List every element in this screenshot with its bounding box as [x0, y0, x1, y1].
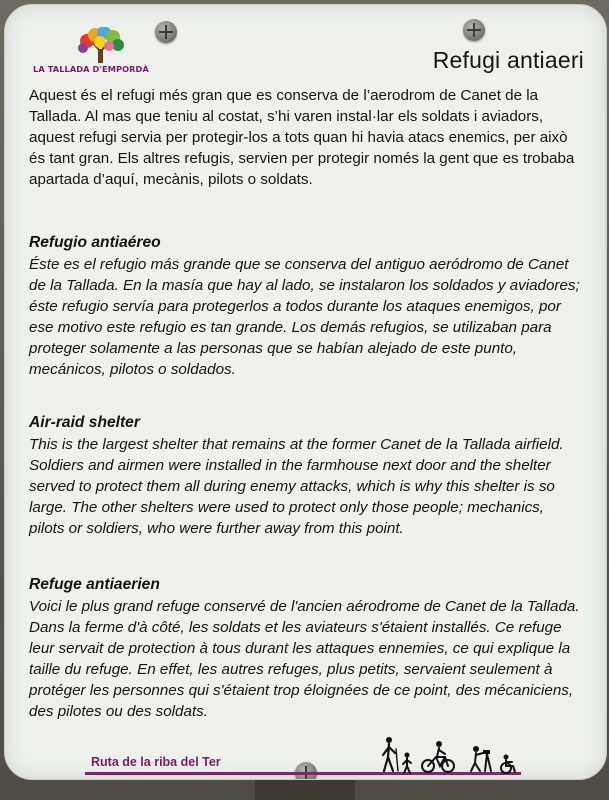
logo-text-left: LA TALLADA	[33, 64, 90, 74]
english-text: This is the largest shelter that remains at the former Canet de la Tallada airfield. Soldiers and airmen were installed in the farmhouse next door and the shelter served to protect them all during enemy attacks, which is why this shelter is so large. The other shelters were used to protect only those people; mechanics, pilots or soldiers, who were further away from this point.	[29, 436, 564, 537]
logo-text-right: D'EMPORDÀ	[92, 64, 149, 74]
logo-text	[33, 64, 173, 74]
french-text: Voici le plus grand refuge conservé de l'ancien aérodrome de Canet de la Tallada. Dans la ferme d'à côté, les soldats et les aviateurs s'étaient installés. Ce refuge leur servait de protection à tous durant les attaques ennemies, ce qui explique la taille du refuge. En effet, les autres refuges, plus petits, servaient seulement à protéger les personnes qui s'étaient trop éloignées de ce point, des mécaniciens, des pilotes ou des soldats.	[29, 598, 580, 720]
sign-title: Refugi antiaeri	[432, 47, 584, 73]
spanish-section	[29, 233, 581, 380]
catalan-text: Aquest és el refugi més gran que es conserva de l’aerodrom de Canet de la Tallada. Al mas que teniu al costat, s’hi varen instal·lar els soldats i aviadors, aquest refugi servia per protegir-los a tots quan hi havia atacs enemics, per això és tant gran. Els altres refugis, servien per protegir només la gent que es trobaba apartada d’aquí, mecànis, pilots o soldats.	[29, 87, 575, 188]
observer-icon	[471, 746, 491, 771]
spanish-heading: Refugio antiaéreo	[29, 234, 161, 251]
french-section	[29, 575, 581, 722]
wheelchair-icon	[501, 755, 515, 774]
english-section	[29, 413, 581, 539]
french-heading: Refuge antiaerien	[29, 576, 160, 593]
route-icons	[379, 735, 519, 775]
route-label: Ruta de la riba del Ter	[91, 755, 221, 769]
screw-icon	[463, 19, 485, 41]
town-logo	[33, 27, 168, 79]
spanish-text: Éste es el refugio más grande que se conserva del antiguo aeródromo de Canet de la Tallada. En la masía que hay al lado, se instalaron los soldados y aviadores; éste refugio servía para protegerlos a todos durante los ataques enemigos, por ese motivo este refugio es tan grande. Los demás refugios, se utilizaban para proteger solamente a las personas que se habían alejado de este punto, mecánicos, pilotos o soldados.	[29, 256, 580, 378]
hiker-icon	[383, 737, 398, 771]
screw-icon	[295, 762, 317, 780]
catalan-section	[29, 85, 581, 190]
information-sign	[4, 4, 607, 780]
cyclist-icon	[422, 741, 454, 772]
english-heading: Air-raid shelter	[29, 414, 140, 431]
tree-logo-icon	[73, 27, 129, 65]
child-walker-icon	[403, 753, 411, 774]
